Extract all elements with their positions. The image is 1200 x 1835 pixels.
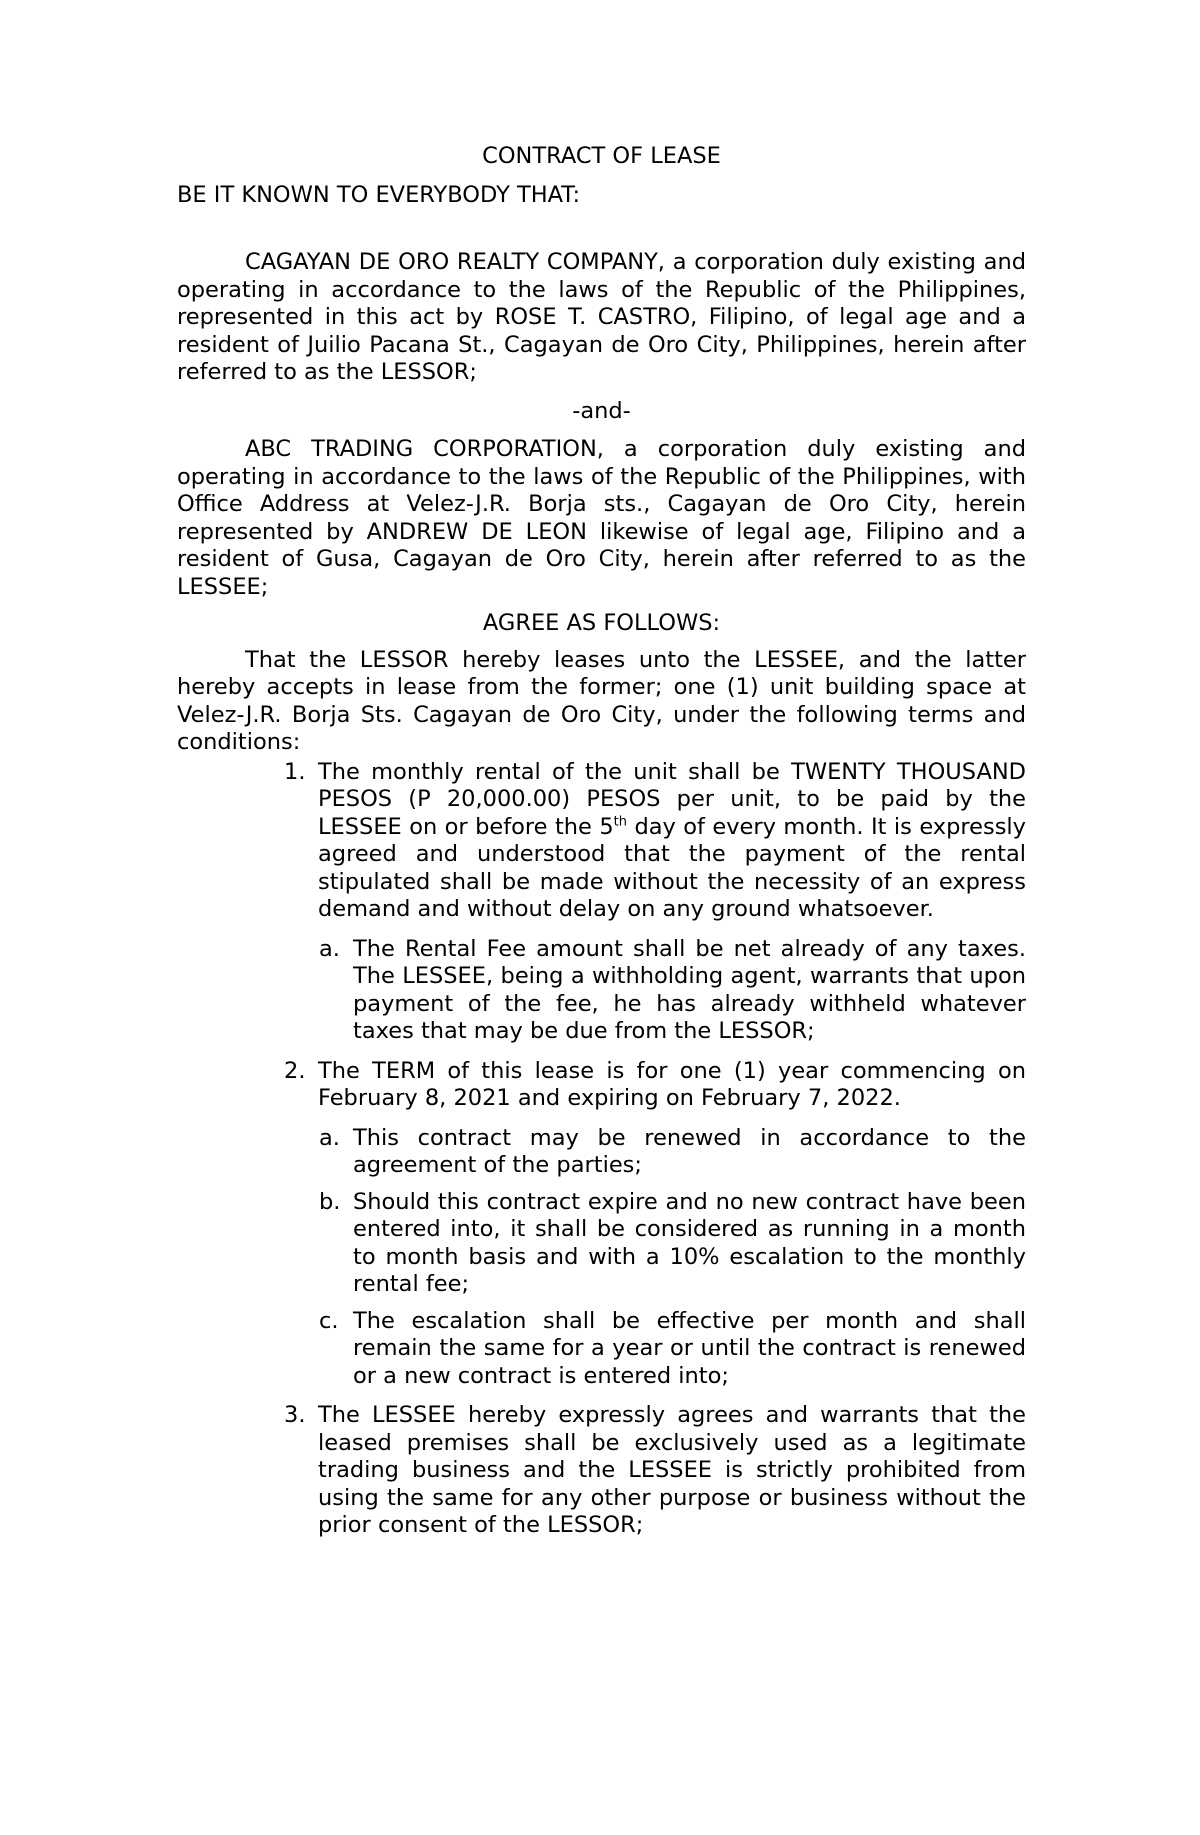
lessor-paragraph: CAGAYAN DE ORO REALTY COMPANY, a corporation duly existing and operating in accordance to the laws of the Republic of the Philippines, represented in this act by ROSE T. CASTRO, Filipino, of legal age and a resident of Juilio Pacana St., Cagayan de Oro City, Philippines, herein after referred to as the LESSOR; [177,249,1026,385]
term-text-before: The monthly rental of the unit shall be TWENTY THOUSAND PESOS (P 20,000.00) PESOS per unit, to be paid by the LESSEE on or before the 5 [318,758,1026,840]
list-marker: a. [319,1124,340,1151]
subterm-text: Should this contract expire and no new contract have been entered into, it shall be considered as running in a month to month basis and with a 10% escalation to the monthly rental fee; [353,1188,1026,1297]
term-text-after: day of every month. It is expressly agreed and understood that the payment of the rental stipulated shall be made without the necessity of an express demand and without delay on any ground whatsoever. [318,813,1026,922]
subterm-text: The Rental Fee amount shall be net already of any taxes. The LESSEE, being a withholding agent, warrants that upon payment of the fee, he has already withheld whatever taxes that may be due from the LESSOR; [353,935,1026,1044]
and-separator: -and- [572,397,631,424]
subterm-item [177,936,1026,1046]
lessee-paragraph: ABC TRADING CORPORATION, a corporation duly existing and operating in accordance to the laws of the Republic of the Philippines, with Office Address at Velez-J.R. Borja sts., Cagayan de Oro City, herein represented by ANDREW DE LEON likewise of legal age, Filipino and a resident of Gusa, Cagayan de Oro City, herein after referred to as the LESSEE; [177,436,1026,600]
agree-heading: AGREE AS FOLLOWS: [482,610,721,636]
list-marker: c. [319,1307,339,1334]
term-item [177,1058,1026,1113]
subterm-item [177,1125,1026,1180]
list-marker: 1. [284,758,306,785]
intro-line: BE IT KNOWN TO EVERYBODY THAT: [177,181,581,208]
document-title: CONTRACT OF LEASE [482,143,721,169]
subterm-text: The escalation shall be effective per month and shall remain the same for a year or until the contract is renewed or a new contract is entered into; [353,1307,1026,1389]
subterm-text: This contract may be renewed in accordance to the agreement of the parties; [353,1124,1026,1178]
document-body [177,143,1026,1540]
term-text: The LESSEE hereby expressly agrees and warrants that the leased premises shall be exclusively used as a legitimate trading business and the LESSEE is strictly prohibited from using the same for any other purpose or business without the prior consent of the LESSOR; [318,1402,1026,1538]
list-marker: 3. [284,1402,306,1428]
term-text: The TERM of this lease is for one (1) year commencing on February 8, 2021 and expiring on February 7, 2022. [318,1057,1026,1111]
list-marker: b. [319,1188,341,1215]
term-item [177,759,1026,924]
ordinal-suffix: th [613,814,627,829]
term-item [177,1402,1026,1540]
lease-paragraph: That the LESSOR hereby leases unto the LESSEE, and the latter hereby accepts in lease from the former; one (1) unit building space at Velez-J.R. Borja Sts. Cagayan de Oro City, under the following terms and conditions: [177,646,1026,755]
list-marker: a. [319,935,340,962]
subterm-item [177,1189,1026,1299]
subterm-item [177,1308,1026,1391]
list-marker: 2. [284,1057,306,1084]
